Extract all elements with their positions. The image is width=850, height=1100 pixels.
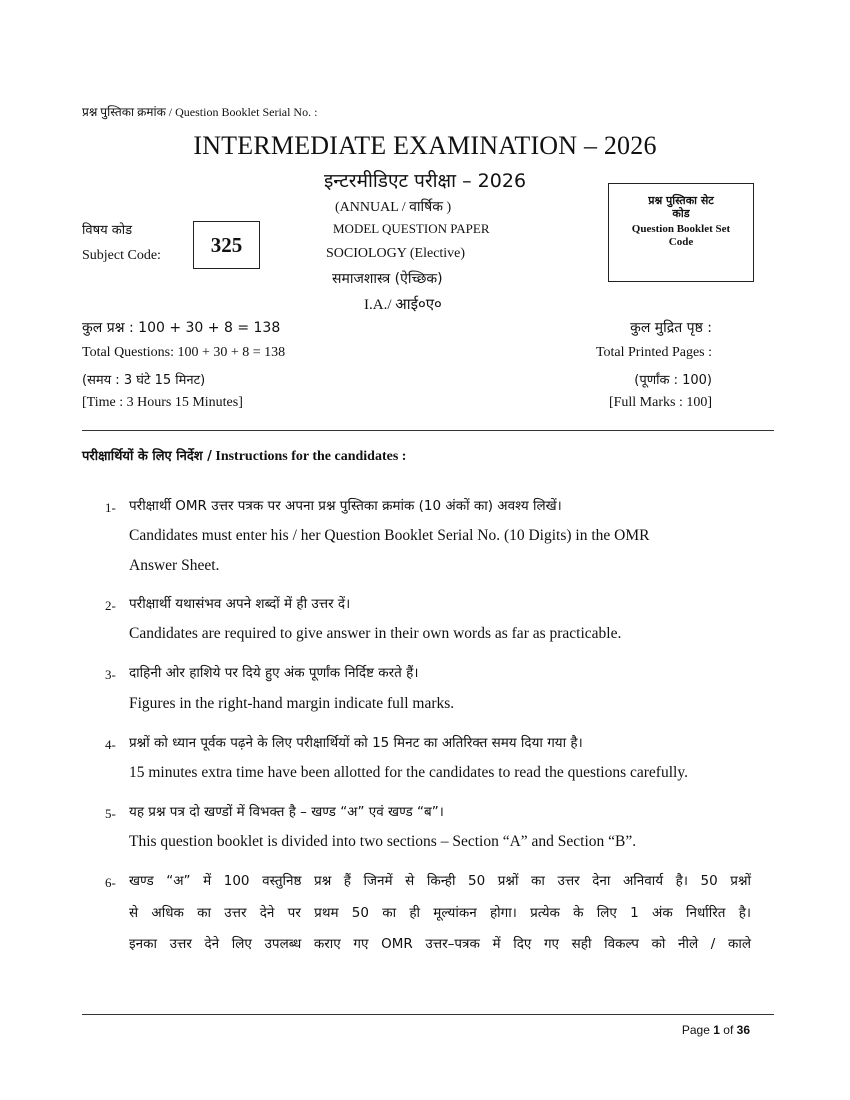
- subject-code-label-hindi: विषय कोड: [82, 223, 133, 238]
- instruction-number: 4-: [105, 737, 116, 752]
- subject-name-hindi: समाजशास्त्र (ऐच्छिक): [332, 271, 443, 287]
- instruction-text-hindi: खण्ड “अ” में 100 वस्तुनिष्ठ प्रश्न हैं जिनमें से किन्ही 50 प्रश्नों का उत्तर देना अनिवार्य है। 50 प्रश्नों: [129, 873, 751, 889]
- subject-code-label-english: Subject Code:: [82, 248, 161, 263]
- total-pages: 36: [736, 1023, 750, 1037]
- time-english: [Time : 3 Hours 15 Minutes]: [82, 395, 243, 410]
- subject-code-box: [193, 221, 260, 269]
- model-question-paper-label: MODEL QUESTION PAPER: [333, 221, 490, 236]
- of-word: of: [723, 1023, 734, 1037]
- instruction-text-english: Answer Sheet.: [129, 557, 220, 574]
- instructions-heading: [82, 446, 406, 465]
- total-questions-english: Total Questions: 100 + 30 + 8 = 138: [82, 345, 286, 360]
- full-marks-english: [Full Marks : 100]: [608, 395, 712, 410]
- exam-type: (ANNUAL / वार्षिक ): [335, 200, 452, 215]
- exam-title-hindi: इन्टरमीडिएट परीक्षा – 2026: [323, 170, 527, 192]
- booklet-set-label-hindi-2: कोड: [672, 207, 690, 220]
- stream-label: I.A./ आई०ए०: [364, 297, 442, 313]
- page-number: [682, 1023, 750, 1037]
- footer-divider: [82, 1014, 774, 1015]
- instruction-text-english: 15 minutes extra time have been allotted for the candidates to read the questions carefully.: [129, 764, 688, 781]
- total-pages-english: Total Printed Pages :: [595, 345, 712, 360]
- instruction-number: 3-: [105, 667, 116, 682]
- instruction-number: 1-: [105, 500, 116, 515]
- booklet-set-code-box: [608, 183, 754, 282]
- page-word: Page: [681, 1023, 710, 1037]
- instruction-text-hindi: से अधिक का उत्तर देने पर प्रथम 50 का ही मूल्यांकन होगा। प्रत्येक के लिए 1 अंक निर्धारित है।: [129, 905, 751, 921]
- full-marks-hindi: (पूर्णांक : 100): [634, 373, 712, 388]
- booklet-set-label-english-1: Question Booklet Set: [631, 223, 731, 235]
- subject-code-value: 325: [210, 232, 243, 257]
- instruction-number: 6-: [105, 875, 116, 890]
- instructions-heading-hindi: परीक्षार्थियों के लिए निर्देश /: [82, 449, 212, 464]
- total-pages-hindi: कुल मुद्रित पृष्ठ :: [630, 320, 712, 336]
- question-booklet-serial-label: प्रश्न पुस्तिका क्रमांक / Question Booklet Serial No. :: [82, 105, 318, 119]
- current-page: 1: [713, 1023, 720, 1037]
- instruction-text-english: This question booklet is divided into two sections – Section “A” and Section “B”.: [129, 833, 637, 850]
- instruction-text-hindi: यह प्रश्न पत्र दो खण्डों में विभक्त है – खण्ड “अ” एवं खण्ड “ब”।: [129, 804, 444, 820]
- exam-title-english: INTERMEDIATE EXAMINATION – 2026: [193, 131, 657, 160]
- instruction-text-english: Candidates are required to give answer in their own words as far as practicable.: [129, 625, 622, 642]
- total-questions-hindi: कुल प्रश्न : 100 + 30 + 8 = 138: [82, 320, 281, 336]
- instruction-text-english: Candidates must enter his / her Question Booklet Serial No. (10 Digits) in the OMR: [129, 527, 650, 544]
- divider: [82, 430, 774, 431]
- instruction-text-hindi: इनका उत्तर देने लिए उपलब्ध कराए गए OMR उत्तर–पत्रक में दिए गए सही विकल्प को नीले / काले: [129, 936, 751, 952]
- instruction-number: 5-: [105, 806, 116, 821]
- booklet-set-label-english-2: Code: [668, 236, 694, 248]
- instruction-text-hindi: परीक्षार्थी यथासंभव अपने शब्दों में ही उत्तर दें।: [129, 596, 351, 612]
- instruction-text-hindi: प्रश्नों को ध्यान पूर्वक पढ़ने के लिए परीक्षार्थियों को 15 मिनट का अतिरिक्त समय दिया गया है।: [129, 735, 583, 751]
- instruction-text-hindi: दाहिनी ओर हाशिये पर दिये हुए अंक पूर्णांक निर्दिष्ट करते हैं।: [129, 665, 419, 681]
- instructions-heading-english: Instructions for the candidates :: [215, 449, 407, 464]
- instruction-number: 2-: [105, 598, 116, 613]
- instruction-text-hindi: परीक्षार्थी OMR उत्तर पत्रक पर अपना प्रश्न पुस्तिका क्रमांक (10 अंकों का) अवश्य लिखें।: [129, 498, 562, 514]
- subject-name-english: SOCIOLOGY (Elective): [326, 246, 466, 261]
- booklet-set-label-hindi-1: प्रश्न पुस्तिका सेट: [648, 194, 714, 207]
- instruction-text-english: Figures in the right-hand margin indicate full marks.: [129, 695, 455, 712]
- time-hindi: (समय : 3 घंटे 15 मिनट): [82, 373, 206, 388]
